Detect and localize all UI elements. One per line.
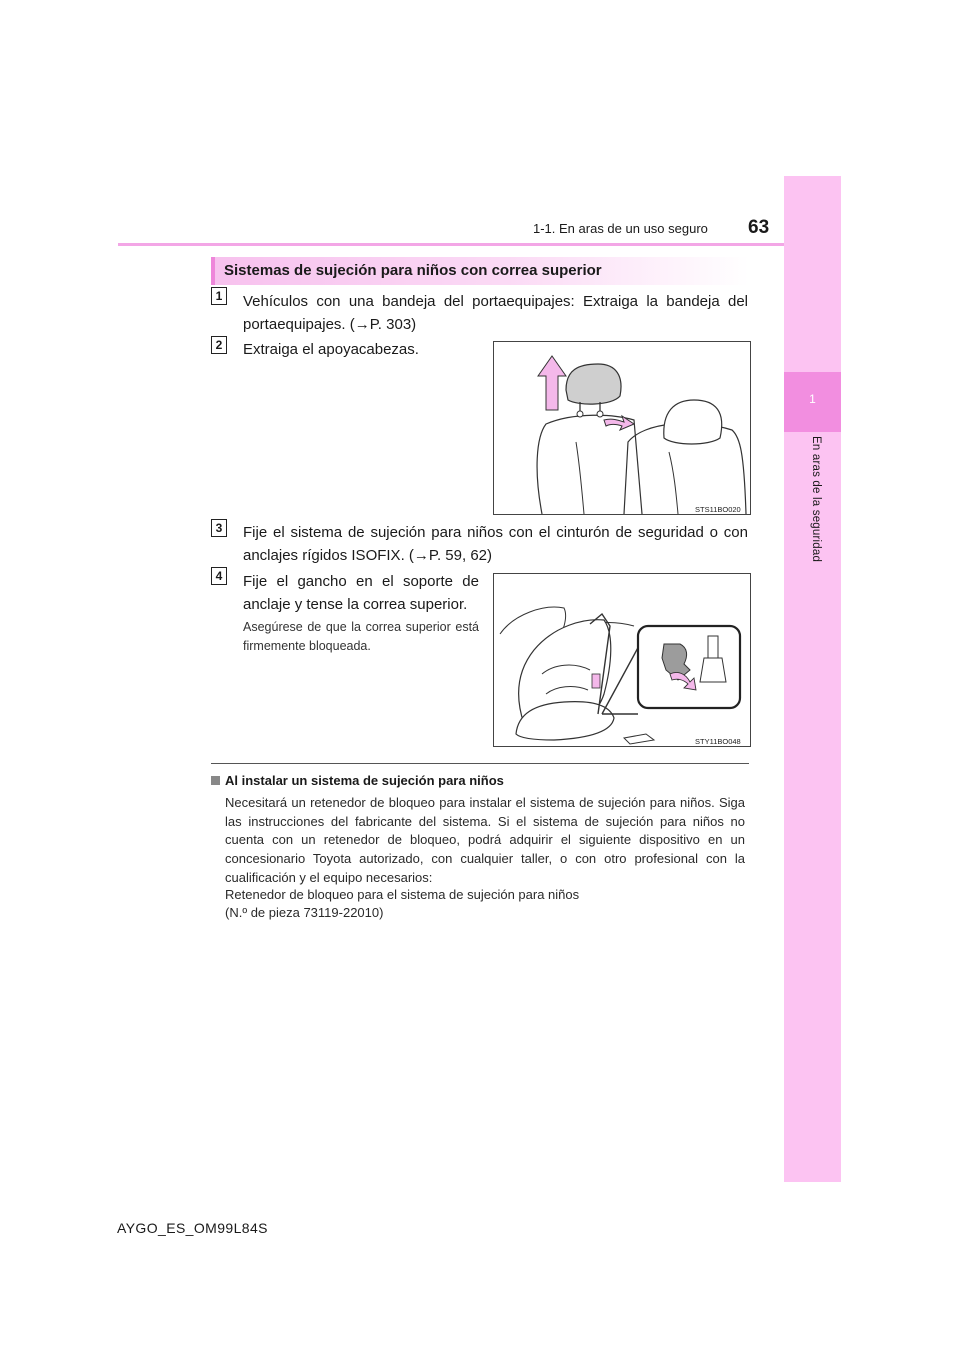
info-paragraph: Necesitará un retenedor de bloqueo para instalar el sistema de sujeción para niños. Siga las instrucciones del fabricante del sistema. Si el sistema de sujeción para niños no cuenta con un retenedor de bloqueo, podrá adquirir el siguiente dispositivo en un concesionario Toyota autorizado, con cualquier taller, o con otro profesional con la cualificación y el equipo necesarios:	[225, 795, 745, 885]
info-part-line-2: (N.º de pieza 73119-22010)	[225, 905, 384, 920]
document-code: AYGO_ES_OM99L84S	[117, 1220, 268, 1236]
page-number: 63	[748, 217, 770, 238]
headrest-illustration	[493, 341, 751, 515]
step-text-4: Fije el gancho en el soporte de anclaje y tense la correa superior.	[243, 573, 479, 613]
step-note-4: Asegúrese de que la correa superior está firmemente bloqueada.	[243, 620, 479, 653]
chapter-title: En aras de la seguridad	[810, 436, 822, 563]
chapter-number: 1	[809, 392, 816, 406]
childseat-illustration	[493, 573, 751, 747]
chapter-side-tab	[784, 176, 841, 1182]
step-number-4: 4	[211, 567, 227, 585]
info-heading	[211, 773, 504, 788]
step-text-3: Fije el sistema de sujeción para niños con el cinturón de seguridad o con anclajes rígidos ISOFIX. (→P. 59, 62)	[243, 524, 748, 564]
info-heading-text: Al instalar un sistema de sujeción para niños	[225, 773, 504, 788]
headrest-drawing	[494, 342, 750, 514]
square-bullet-icon	[211, 776, 220, 785]
figure-code: STY11BO048	[695, 737, 741, 746]
step-text-1: Vehículos con una bandeja del portaequipajes: Extraiga la bandeja del portaequipajes. (→P. 303)	[243, 293, 748, 333]
section-heading: Sistemas de sujeción para niños con correa superior	[224, 262, 602, 279]
step-number-3: 3	[211, 519, 227, 537]
header-rule	[118, 243, 784, 246]
info-part-line-1: Retenedor de bloqueo para el sistema de sujeción para niños	[225, 887, 580, 902]
step-number-1: 1	[211, 287, 227, 305]
childseat-drawing	[494, 574, 750, 746]
section-divider	[211, 763, 749, 764]
step-number-2: 2	[211, 336, 227, 354]
step-text-2: Extraiga el apoyacabezas.	[243, 341, 419, 358]
section-title: 1-1. En aras de un uso seguro	[533, 221, 708, 236]
figure-code: STS11BO020	[695, 505, 741, 514]
